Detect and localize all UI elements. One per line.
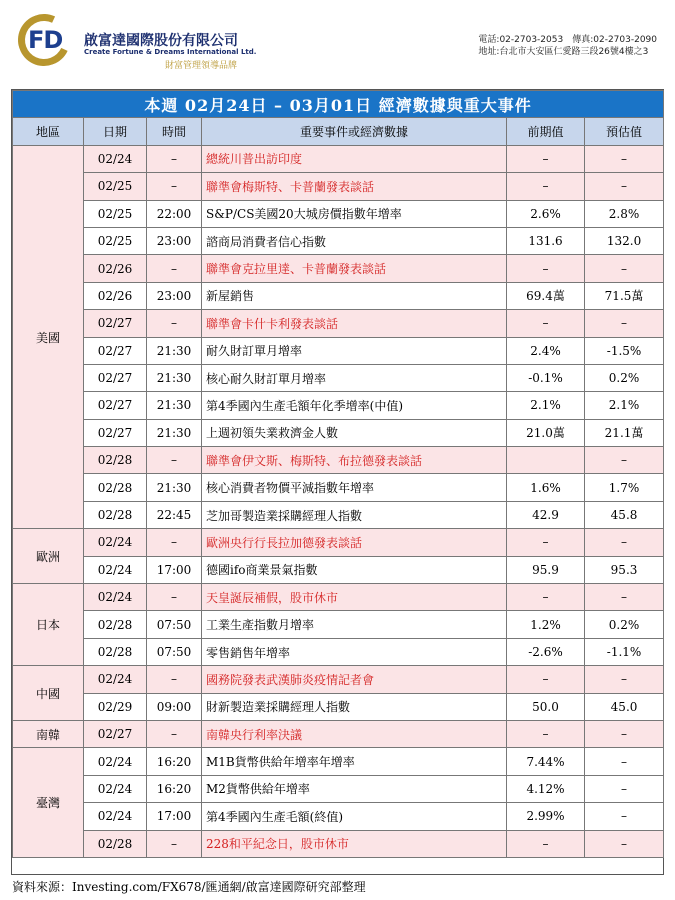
- table-row: [13, 748, 664, 775]
- previous-value-cell: 2.1%: [507, 392, 585, 419]
- company-logo: FD: [28, 26, 63, 54]
- forecast-value-cell: –: [585, 255, 664, 282]
- previous-value-cell: –: [507, 529, 585, 556]
- table-row: [13, 666, 664, 693]
- time-cell: 21:30: [147, 419, 202, 446]
- date-cell: 02/28: [84, 830, 147, 857]
- time-cell: –: [147, 584, 202, 611]
- contact-info: [478, 34, 657, 58]
- company-name: 啟富達國際股份有限公司: [84, 33, 238, 49]
- event-cell: 總統川普出訪印度: [202, 145, 507, 172]
- previous-value-cell: 42.9: [507, 501, 585, 528]
- company-name-en: Create Fortune & Dreams International Ltd.: [84, 48, 257, 56]
- date-cell: 02/27: [84, 720, 147, 747]
- table-row: [13, 720, 664, 747]
- time-cell: 23:00: [147, 282, 202, 309]
- time-cell: 23:00: [147, 227, 202, 254]
- time-cell: –: [147, 173, 202, 200]
- date-cell: 02/24: [84, 748, 147, 775]
- forecast-value-cell: –: [585, 720, 664, 747]
- date-cell: 02/28: [84, 611, 147, 638]
- forecast-value-cell: 1.7%: [585, 474, 664, 501]
- address-line: 地址:台北市大安區仁愛路三段26號4樓之3: [478, 47, 649, 57]
- forecast-value-cell: –: [585, 803, 664, 830]
- previous-value-cell: 1.6%: [507, 474, 585, 501]
- events-table-body: [13, 145, 664, 857]
- previous-value-cell: 95.9: [507, 556, 585, 583]
- event-cell: 聯準會卡什卡利發表談話: [202, 310, 507, 337]
- forecast-value-cell: –: [585, 666, 664, 693]
- time-cell: 21:30: [147, 474, 202, 501]
- table-row: [13, 227, 664, 254]
- previous-value-cell: 1.2%: [507, 611, 585, 638]
- previous-value-cell: –: [507, 830, 585, 857]
- previous-value-cell: 4.12%: [507, 775, 585, 802]
- forecast-value-cell: –: [585, 173, 664, 200]
- page-header: [0, 0, 675, 88]
- region-cell: 美國: [13, 145, 84, 528]
- date-cell: 02/27: [84, 392, 147, 419]
- forecast-value-cell: 71.5萬: [585, 282, 664, 309]
- date-cell: 02/24: [84, 529, 147, 556]
- event-cell: 第4季國內生產毛額年化季增率(中值): [202, 392, 507, 419]
- table-row: [13, 584, 664, 611]
- forecast-value-cell: –: [585, 775, 664, 802]
- previous-value-cell: –: [507, 666, 585, 693]
- forecast-value-cell: –: [585, 748, 664, 775]
- table-row: [13, 611, 664, 638]
- forecast-value-cell: 2.8%: [585, 200, 664, 227]
- previous-value-cell: 2.4%: [507, 337, 585, 364]
- table-row: [13, 392, 664, 419]
- events-table: [12, 90, 664, 858]
- date-cell: 02/28: [84, 447, 147, 474]
- event-cell: 聯準會克拉里達、卡普蘭發表談話: [202, 255, 507, 282]
- forecast-value-cell: -1.1%: [585, 638, 664, 665]
- previous-value-cell: 50.0: [507, 693, 585, 720]
- date-cell: 02/25: [84, 173, 147, 200]
- date-cell: 02/27: [84, 337, 147, 364]
- event-cell: 聯準會梅斯特、卡普蘭發表談話: [202, 173, 507, 200]
- date-cell: 02/28: [84, 638, 147, 665]
- date-cell: 02/24: [84, 556, 147, 583]
- time-cell: –: [147, 255, 202, 282]
- previous-value-cell: -0.1%: [507, 364, 585, 391]
- previous-value-cell: 69.4萬: [507, 282, 585, 309]
- date-cell: 02/25: [84, 200, 147, 227]
- previous-value-cell: 7.44%: [507, 748, 585, 775]
- event-cell: 228和平紀念日，股市休市: [202, 830, 507, 857]
- date-cell: 02/28: [84, 474, 147, 501]
- table-row: [13, 803, 664, 830]
- event-cell: 天皇誕辰補假，股市休市: [202, 584, 507, 611]
- time-cell: –: [147, 830, 202, 857]
- table-row: [13, 173, 664, 200]
- forecast-value-cell: -1.5%: [585, 337, 664, 364]
- column-header-time: 時間: [147, 118, 202, 145]
- previous-value-cell: 2.6%: [507, 200, 585, 227]
- time-cell: 16:20: [147, 775, 202, 802]
- event-cell: S&P/CS美國20大城房價指數年增率: [202, 200, 507, 227]
- table-row: [13, 638, 664, 665]
- time-cell: 21:30: [147, 392, 202, 419]
- time-cell: –: [147, 447, 202, 474]
- table-row: [13, 556, 664, 583]
- event-cell: 新屋銷售: [202, 282, 507, 309]
- previous-value-cell: –: [507, 255, 585, 282]
- table-row: [13, 337, 664, 364]
- previous-value-cell: –: [507, 720, 585, 747]
- previous-value-cell: 21.0萬: [507, 419, 585, 446]
- time-cell: –: [147, 720, 202, 747]
- table-row: [13, 255, 664, 282]
- event-cell: 南韓央行利率決議: [202, 720, 507, 747]
- event-cell: 耐久財訂單月增率: [202, 337, 507, 364]
- date-cell: 02/24: [84, 145, 147, 172]
- date-cell: 02/28: [84, 501, 147, 528]
- previous-value-cell: –: [507, 310, 585, 337]
- region-cell: 臺灣: [13, 748, 84, 858]
- event-cell: 第4季國內生產毛額(終值): [202, 803, 507, 830]
- time-cell: 22:00: [147, 200, 202, 227]
- event-cell: M2貨幣供給年增率: [202, 775, 507, 802]
- date-cell: 02/24: [84, 584, 147, 611]
- time-cell: 07:50: [147, 638, 202, 665]
- phone-line: 電話:02-2703-2053 傳真:02-2703-2090: [478, 35, 657, 45]
- forecast-value-cell: 45.8: [585, 501, 664, 528]
- forecast-value-cell: –: [585, 584, 664, 611]
- previous-value-cell: [507, 447, 585, 474]
- previous-value-cell: 131.6: [507, 227, 585, 254]
- forecast-value-cell: –: [585, 310, 664, 337]
- table-row: [13, 529, 664, 556]
- time-cell: 17:00: [147, 556, 202, 583]
- event-cell: 德國ifo商業景氣指數: [202, 556, 507, 583]
- previous-value-cell: -2.6%: [507, 638, 585, 665]
- table-row: [13, 775, 664, 802]
- forecast-value-cell: –: [585, 529, 664, 556]
- forecast-value-cell: 21.1萬: [585, 419, 664, 446]
- event-cell: 諮商局消費者信心指數: [202, 227, 507, 254]
- previous-value-cell: –: [507, 584, 585, 611]
- table-row: [13, 447, 664, 474]
- time-cell: –: [147, 145, 202, 172]
- event-cell: 聯準會伊文斯、梅斯特、布拉德發表談話: [202, 447, 507, 474]
- date-cell: 02/27: [84, 310, 147, 337]
- column-header-forecast: 預估值: [585, 118, 664, 145]
- time-cell: 07:50: [147, 611, 202, 638]
- event-cell: 核心消費者物價平減指數年增率: [202, 474, 507, 501]
- time-cell: –: [147, 666, 202, 693]
- event-cell: 芝加哥製造業採購經理人指數: [202, 501, 507, 528]
- table-row: [13, 282, 664, 309]
- forecast-value-cell: –: [585, 145, 664, 172]
- event-cell: 國務院發表武漢肺炎疫情記者會: [202, 666, 507, 693]
- date-cell: 02/26: [84, 282, 147, 309]
- time-cell: 17:00: [147, 803, 202, 830]
- forecast-value-cell: 0.2%: [585, 364, 664, 391]
- table-title-row: [13, 91, 664, 118]
- forecast-value-cell: –: [585, 447, 664, 474]
- column-header-region: 地區: [13, 118, 84, 145]
- column-header-date: 日期: [84, 118, 147, 145]
- date-cell: 02/29: [84, 693, 147, 720]
- forecast-value-cell: 132.0: [585, 227, 664, 254]
- region-cell: 南韓: [13, 720, 84, 747]
- table-row: [13, 310, 664, 337]
- table-row: [13, 474, 664, 501]
- time-cell: –: [147, 529, 202, 556]
- table-row: [13, 145, 664, 172]
- table-row: [13, 419, 664, 446]
- date-cell: 02/27: [84, 419, 147, 446]
- date-cell: 02/24: [84, 666, 147, 693]
- company-slogan: 財富管理領導品牌: [165, 61, 238, 71]
- table-row: [13, 200, 664, 227]
- time-cell: 09:00: [147, 693, 202, 720]
- date-cell: 02/27: [84, 364, 147, 391]
- date-cell: 02/24: [84, 775, 147, 802]
- time-cell: 16:20: [147, 748, 202, 775]
- region-cell: 中國: [13, 666, 84, 721]
- date-cell: 02/26: [84, 255, 147, 282]
- forecast-value-cell: 95.3: [585, 556, 664, 583]
- event-cell: 零售銷售年增率: [202, 638, 507, 665]
- time-cell: –: [147, 310, 202, 337]
- source-note: 資料來源：Investing.com/FX678/匯通網/啟富達國際研究部整理: [12, 880, 366, 894]
- table-row: [13, 693, 664, 720]
- date-cell: 02/24: [84, 803, 147, 830]
- date-cell: 02/25: [84, 227, 147, 254]
- forecast-value-cell: 45.0: [585, 693, 664, 720]
- event-cell: 歐洲央行行長拉加德發表談話: [202, 529, 507, 556]
- event-cell: 上週初領失業救濟金人數: [202, 419, 507, 446]
- forecast-value-cell: 2.1%: [585, 392, 664, 419]
- region-cell: 日本: [13, 584, 84, 666]
- event-cell: M1B貨幣供給年增率年增率: [202, 748, 507, 775]
- table-row: [13, 501, 664, 528]
- time-cell: 21:30: [147, 337, 202, 364]
- forecast-value-cell: 0.2%: [585, 611, 664, 638]
- event-cell: 財新製造業採購經理人指數: [202, 693, 507, 720]
- previous-value-cell: –: [507, 173, 585, 200]
- region-cell: 歐洲: [13, 529, 84, 584]
- time-cell: 22:45: [147, 501, 202, 528]
- previous-value-cell: –: [507, 145, 585, 172]
- table-header-row: [13, 118, 664, 145]
- previous-value-cell: 2.99%: [507, 803, 585, 830]
- column-header-event: 重要事件或經濟數據: [202, 118, 507, 145]
- forecast-value-cell: –: [585, 830, 664, 857]
- event-cell: 工業生產指數月增率: [202, 611, 507, 638]
- event-cell: 核心耐久財訂單月增率: [202, 364, 507, 391]
- column-header-previous: 前期值: [507, 118, 585, 145]
- time-cell: 21:30: [147, 364, 202, 391]
- table-row: [13, 364, 664, 391]
- table-row: [13, 830, 664, 857]
- table-title: 本週 02月24日 – 03月01日 經濟數據與重大事件: [13, 91, 664, 118]
